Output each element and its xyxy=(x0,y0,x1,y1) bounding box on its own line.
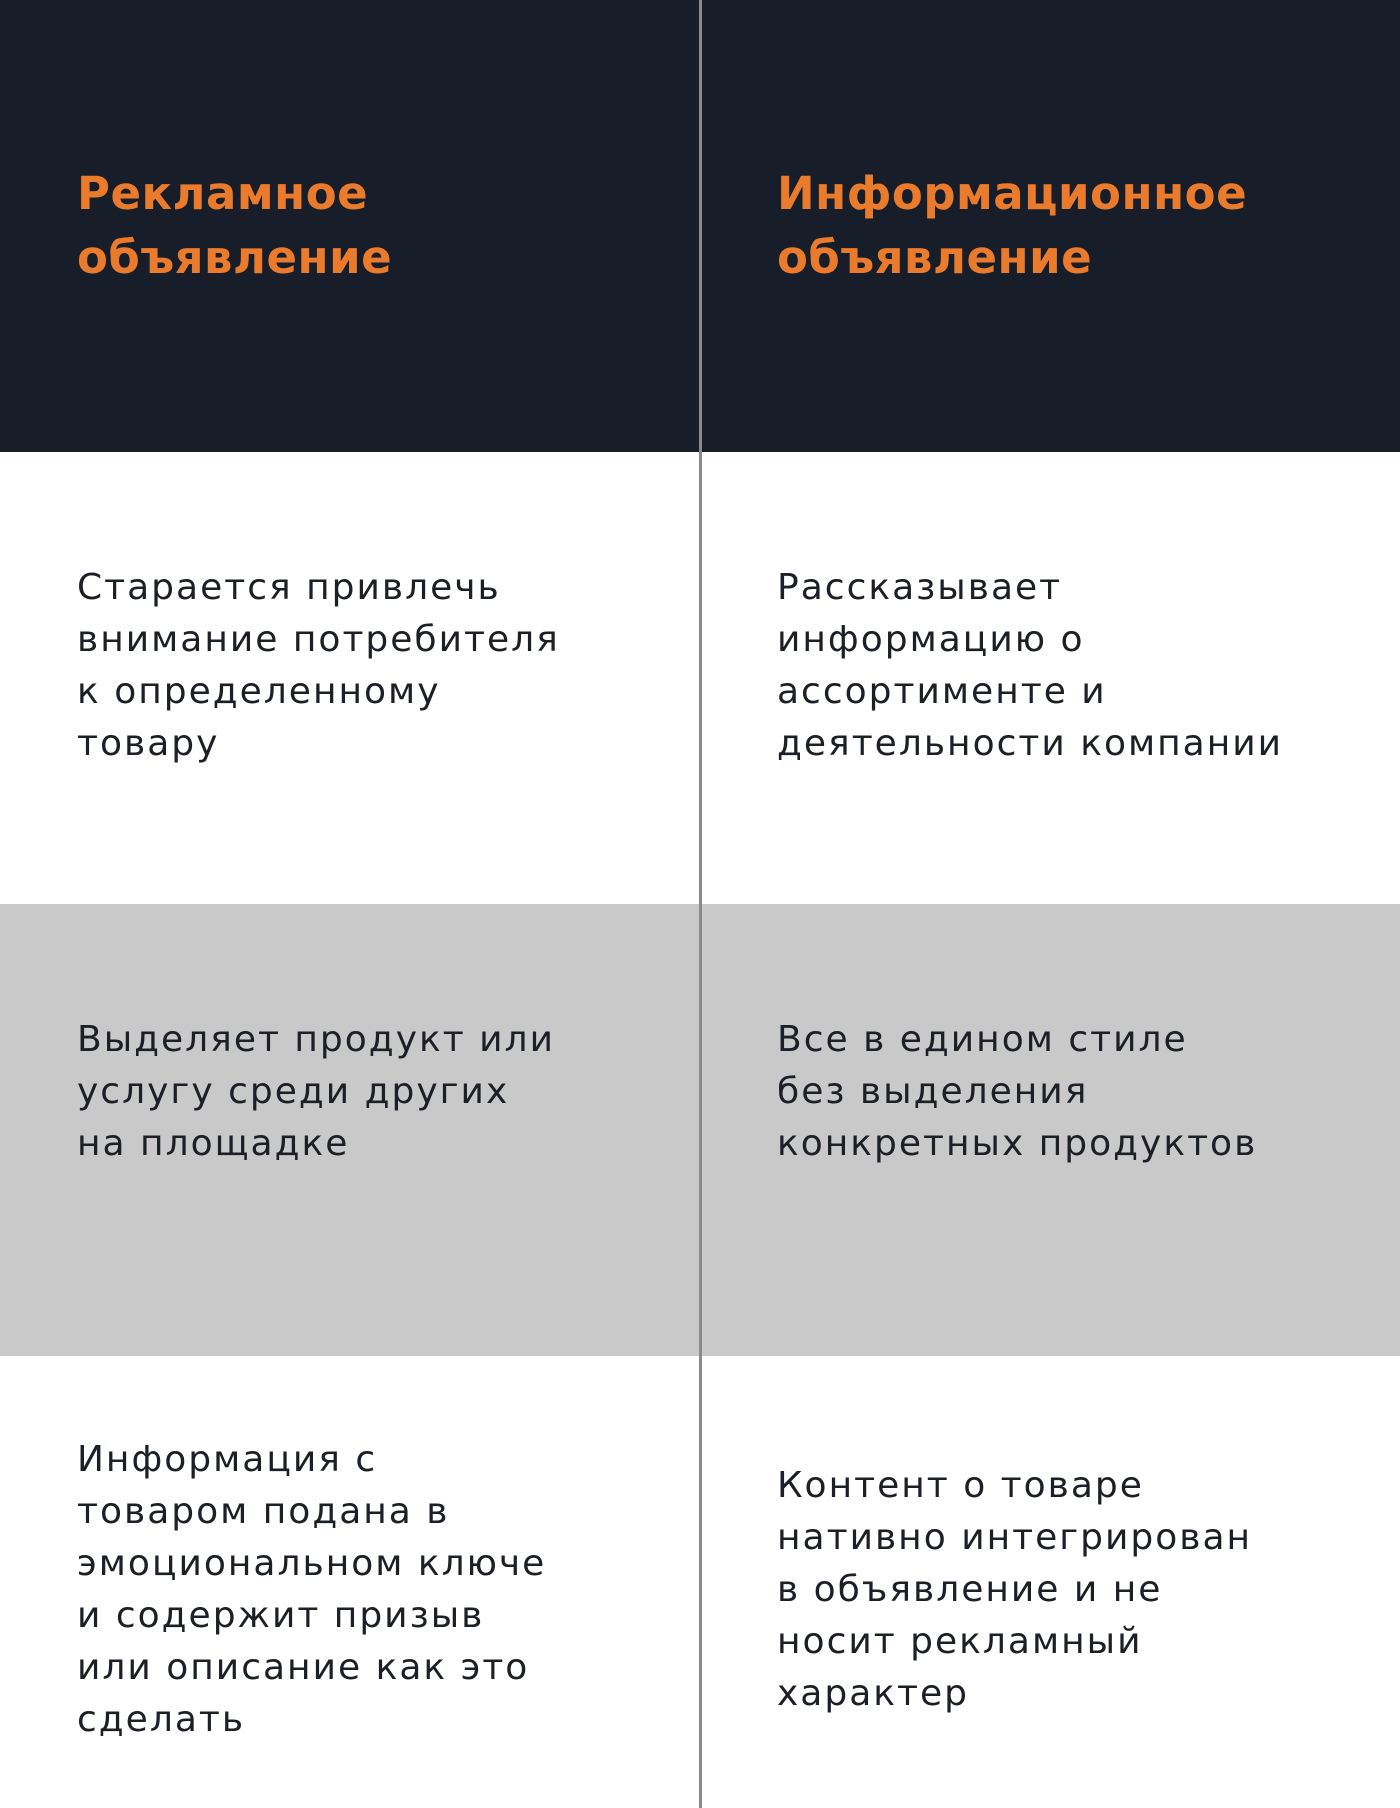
row-2-right-text: Все в едином стиле без выделения конкретных продуктов xyxy=(777,1019,1258,1164)
row-2-right-cell xyxy=(700,904,1400,1356)
row-3-right-text: Контент о товаре нативно интегрирован в объявление и не носит рекламный характер xyxy=(777,1465,1253,1714)
column-title-advertising: Рекламное объявление xyxy=(77,167,393,284)
row-3-right-cell xyxy=(700,1356,1400,1808)
row-1-right-text: Рассказывает информацию о ассортименте и деятельности компании xyxy=(777,567,1284,764)
row-1-right-cell xyxy=(700,452,1400,904)
row-2-left-cell xyxy=(0,904,700,1356)
row-1-left-text: Старается привлечь внимание потребителя к определенному товару xyxy=(77,567,560,764)
column-title-informational: Информационное объявление xyxy=(777,167,1248,284)
header-cell-informational xyxy=(700,0,1400,452)
header-cell-advertising xyxy=(0,0,700,452)
row-3-left-text: Информация с товаром подана в эмоциональном ключе и содержит призыв или описание как это сделать xyxy=(77,1439,547,1740)
row-2-left-text: Выделяет продукт или услугу среди других на площадке xyxy=(77,1019,555,1164)
row-1-left-cell xyxy=(0,452,700,904)
row-3-left-cell xyxy=(0,1356,700,1808)
column-divider xyxy=(699,0,702,1808)
